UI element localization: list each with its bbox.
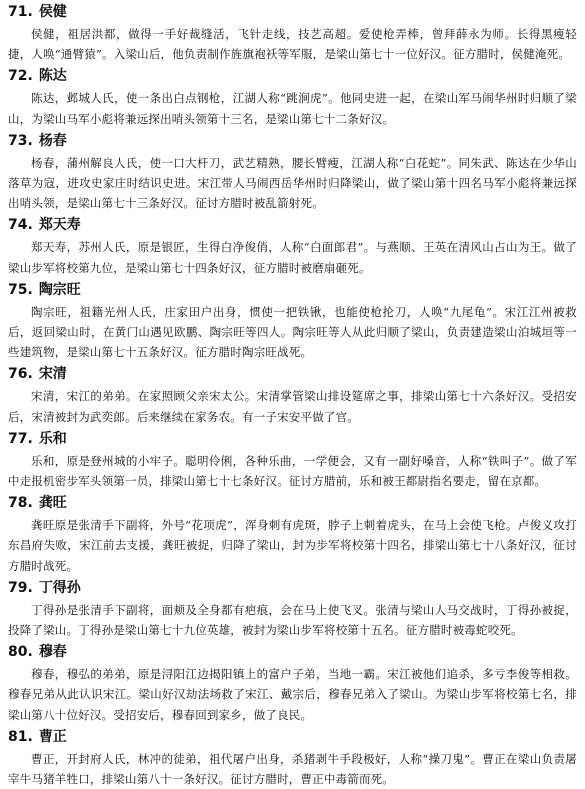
entry-76 (8, 362, 577, 426)
entry-72 (8, 64, 577, 128)
entry-name: 侯健 (38, 4, 67, 20)
entry-heading (8, 64, 577, 88)
entry-text: 丁得孙是张清手下副将，面颊及全身都有疤痕，会在马上使飞叉。张清与梁山人马交战时，丁得孙被捉，投降了梁山。丁得孙是梁山第七十九位英雄，被封为梁山步军将校第十五名。征方腊时被毒蛇咬死。 (8, 602, 577, 638)
entry-name: 宋清 (38, 366, 67, 383)
entry-name: 龚旺 (38, 495, 67, 512)
entry-80 (8, 640, 577, 725)
entry-heading (8, 213, 577, 237)
entry-name: 郑天寿 (38, 217, 81, 234)
entry-name: 陶宗旺 (38, 281, 81, 298)
entry-heading (8, 576, 577, 600)
entry-77 (8, 427, 577, 491)
entry-number: 74. (8, 217, 33, 234)
entry-number: 78. (8, 495, 33, 512)
entry-name: 丁得孙 (38, 579, 81, 596)
entry-number: 77. (8, 430, 33, 447)
entry-71 (8, 0, 577, 64)
entry-text: 龚旺原是张清手下副将，外号“花项虎”，浑身刺有虎斑，脖子上刺着虎头，在马上会使飞枪。卢俊义攻打东昌府失败，宋江前去支援，龚旺被捉，归降了梁山，封为步军将校第十四名，排梁山第七十八条好汉，征讨方腊时战死。 (8, 518, 577, 573)
entry-75 (8, 278, 577, 363)
entry-text: 杨春，蒲州解良人氏，使一口大杆刀，武艺精熟，腰长臂瘦，江湖人称“白花蛇”。同朱武、陈达在少华山落草为寇，进攻史家庄时结识史进。宋江带人马闹西岳华州时归降梁山，做了梁山第十四名马军小彪将兼远探出哨头领，是梁山第七十三条好汉。征讨方腊时被乱箭射死。 (8, 155, 577, 211)
entry-number: 71. (8, 4, 33, 20)
entry-number: 73. (8, 132, 33, 149)
entry-81 (8, 725, 577, 789)
entry-heading (8, 278, 577, 302)
entry-text: 郑天寿，苏州人氏，原是银匠，生得白净俊俏，人称“白面郎君”。与燕顺、王英在清风山占山为王。做了梁山步军将校第九位，是梁山第七十四条好汉，征方腊时被磨扇砸死。 (8, 240, 577, 275)
entry-text: 陈达，邺城人氏，使一条出白点钢枪，江湖人称“跳涧虎”。他同史进一起，在梁山军马闹华州时归顺了梁山，为梁山马军小彪将兼远探出哨头领第十三名，是梁山第七十二条好汉。 (8, 91, 577, 126)
entry-name: 乐和 (38, 430, 67, 447)
entry-number: 72. (8, 68, 33, 85)
entry-number: 76. (8, 366, 33, 383)
entry-name: 曹正 (38, 728, 67, 745)
entry-heading (8, 725, 577, 749)
entry-79 (8, 576, 577, 640)
entry-text: 曹正，开封府人氏，林冲的徒弟，祖代屠户出身，杀猪剥牛手段极好，人称“操刀鬼”。曹正在梁山负责屠宰牛马猪羊牲口，排梁山第八十一条好汉。征讨方腊时，曹正中毒箭而死。 (8, 751, 577, 787)
entry-number: 80. (8, 644, 33, 661)
entry-78 (8, 491, 577, 576)
entry-heading (8, 427, 577, 451)
entry-number: 79. (8, 579, 33, 596)
entry-number: 75. (8, 281, 33, 298)
entry-heading (8, 0, 577, 24)
entry-name: 陈达 (38, 68, 67, 85)
entry-74 (8, 213, 577, 277)
entry-heading (8, 362, 577, 386)
entry-heading (8, 129, 577, 153)
entry-73 (8, 129, 577, 214)
entry-name: 杨春 (38, 132, 67, 149)
entry-text: 陶宗旺，祖籍光州人氏，庄家田户出身，惯使一把铁锹，也能使枪抡刀，人唤“九尾龟”。宋江江州被救后，返回梁山时，在黄门山遇见欧鹏、陶宗旺等四人。陶宗旺等人从此归顺了梁山，负责建造梁山泊城垣等一些建筑物，是梁山第七十五条好汉。征方腊时陶宗旺战死。 (8, 304, 577, 360)
entry-heading (8, 640, 577, 664)
entry-number: 81. (8, 728, 33, 745)
entry-text: 侯健，祖居洪都，做得一手好裁缝活，飞针走线，技艺高超。爱使枪弄棒，曾拜薛永为师。长得黑瘦轻捷，人唤“通臂猿”。入梁山后，他负责制作旌旗袍袄等军服，是梁山第七十一位好汉。征方腊时，侯健淹死。 (8, 27, 577, 62)
entry-text: 穆春，穆弘的弟弟，原是浔阳江边揭阳镇上的富户子弟，当地一霸。宋江被他们追杀，多亏李俊等相救。穆春兄弟从此认识宋江。梁山好汉劫法场救了宋江、戴宗后，穆春兄弟入了梁山。为梁山步军将校第七名，排梁山第八十位好汉。受招安后，穆春回到家乡，做了良民。 (8, 667, 577, 722)
entry-heading (8, 491, 577, 515)
entry-name: 穆春 (38, 644, 67, 661)
entry-text: 宋清，宋江的弟弟。在家照顾父亲宋太公。宋清掌管梁山排设筵席之事，排梁山第七十六条好汉。受招安后，宋清被封为武奕郎。后来继续在家务农。有一子宋安平做了官。 (8, 389, 577, 424)
entry-text: 乐和，原是登州城的小牢子。聪明伶俐，各种乐曲，一学便会，又有一副好嗓音，人称“铁叫子”。做了军中走报机密步军头领第一员，排梁山第七十七条好汉。征讨方腊前，乐和被王都尉指名要走，留在京都。 (8, 453, 577, 489)
